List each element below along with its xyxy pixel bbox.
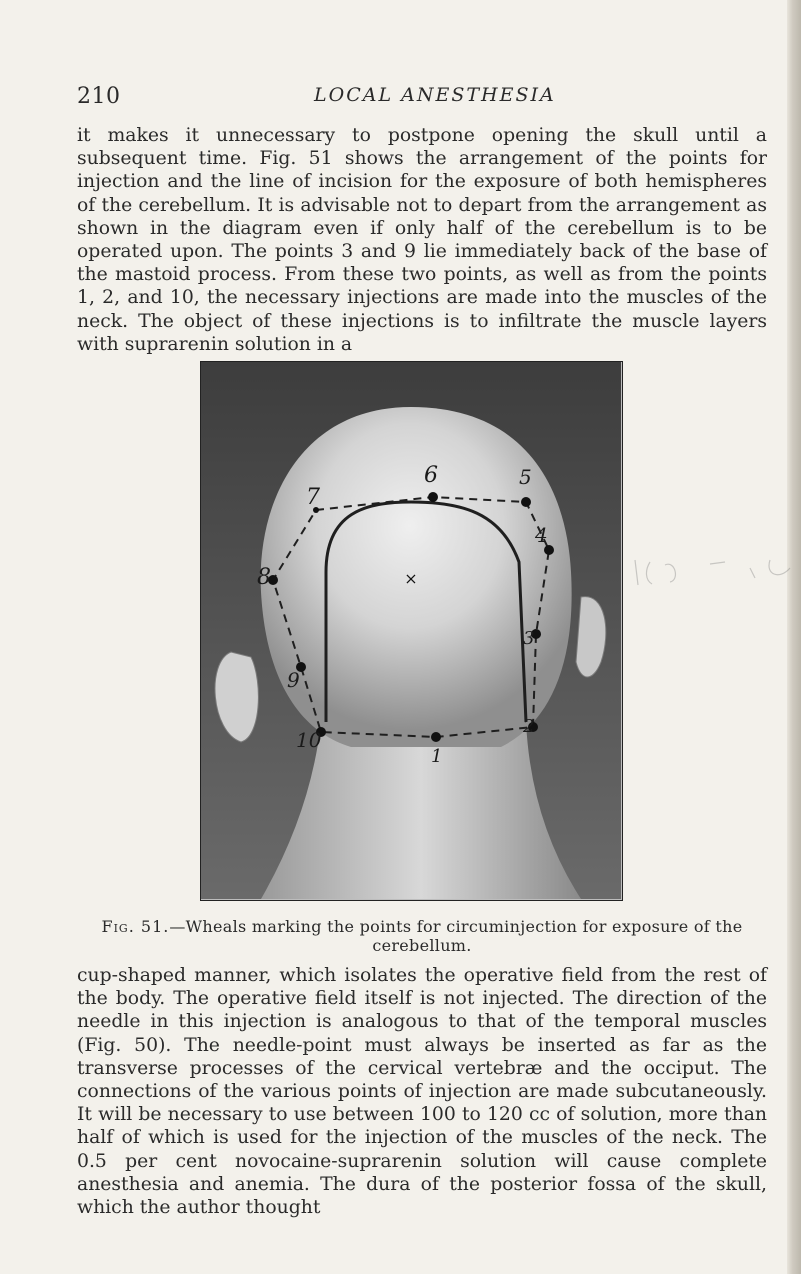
- point-label-2: 2: [523, 716, 535, 737]
- occiput-mark: ×: [404, 569, 418, 588]
- show-through-marks: [630, 550, 800, 600]
- injection-point-5: [521, 497, 531, 507]
- point-label-9: 9: [287, 668, 300, 692]
- point-label-1: 1: [431, 746, 443, 767]
- point-label-7: 7: [306, 485, 320, 510]
- point-label-10: 10: [296, 728, 322, 752]
- figure-caption: [77, 917, 767, 955]
- figure-photograph: [200, 361, 623, 901]
- figure-caption-text: —Wheals marking the points for circuminjection for exposure of the cerebellum.: [169, 917, 743, 955]
- paragraph-bottom: cup-shaped manner, which isolates the operative field from the rest of the body. The operative field itself is not injected. The direction of the needle in this injection is analogous to that of the temporal muscles (Fig. 50). The needle-point must always be inserted as far as the transverse processes of the cervical vertebræ and the occiput. The connections of the various points of injection are made subcutaneously. It will be necessary to use between 100 to 120 cc of solution, more than half of which is used for the injection of the muscles of the neck. The 0.5 per cent novocaine-suprarenin solution will cause complete anesthesia and anemia. The dura of the posterior fossa of the skull, which the author thought: [77, 965, 767, 1219]
- point-label-8: 8: [257, 565, 271, 590]
- point-label-3: 3: [523, 628, 535, 649]
- page-number: 210: [77, 84, 121, 109]
- point-label-5: 5: [519, 465, 532, 489]
- paragraph-top: it makes it unnecessary to postpone opening the skull until a subsequent time. Fig. 51 shows the arrangement of the points for injection and the line of incision for the exposure of both hemispheres of the cerebellum. It is advisable not to depart from the arrangement as shown in the diagram even if only half of the cerebellum is to be operated upon. The points 3 and 9 lie immediately back of the base of the mastoid process. From these two points, as well as from the points 1, 2, and 10, the necessary injections are made into the muscles of the neck. The object of these injections is to infiltrate the muscle layers with suprarenin solution in a: [77, 125, 767, 355]
- running-head: LOCAL ANESTHESIA: [314, 84, 556, 106]
- page-header: [0, 84, 801, 114]
- injection-point-1: [431, 732, 441, 742]
- page-edge-shadow: [787, 0, 801, 1274]
- figure-caption-label: Fig. 51.: [101, 917, 170, 936]
- point-label-6: 6: [424, 463, 438, 488]
- point-label-4: 4: [535, 523, 548, 547]
- injection-point-6: [428, 492, 438, 502]
